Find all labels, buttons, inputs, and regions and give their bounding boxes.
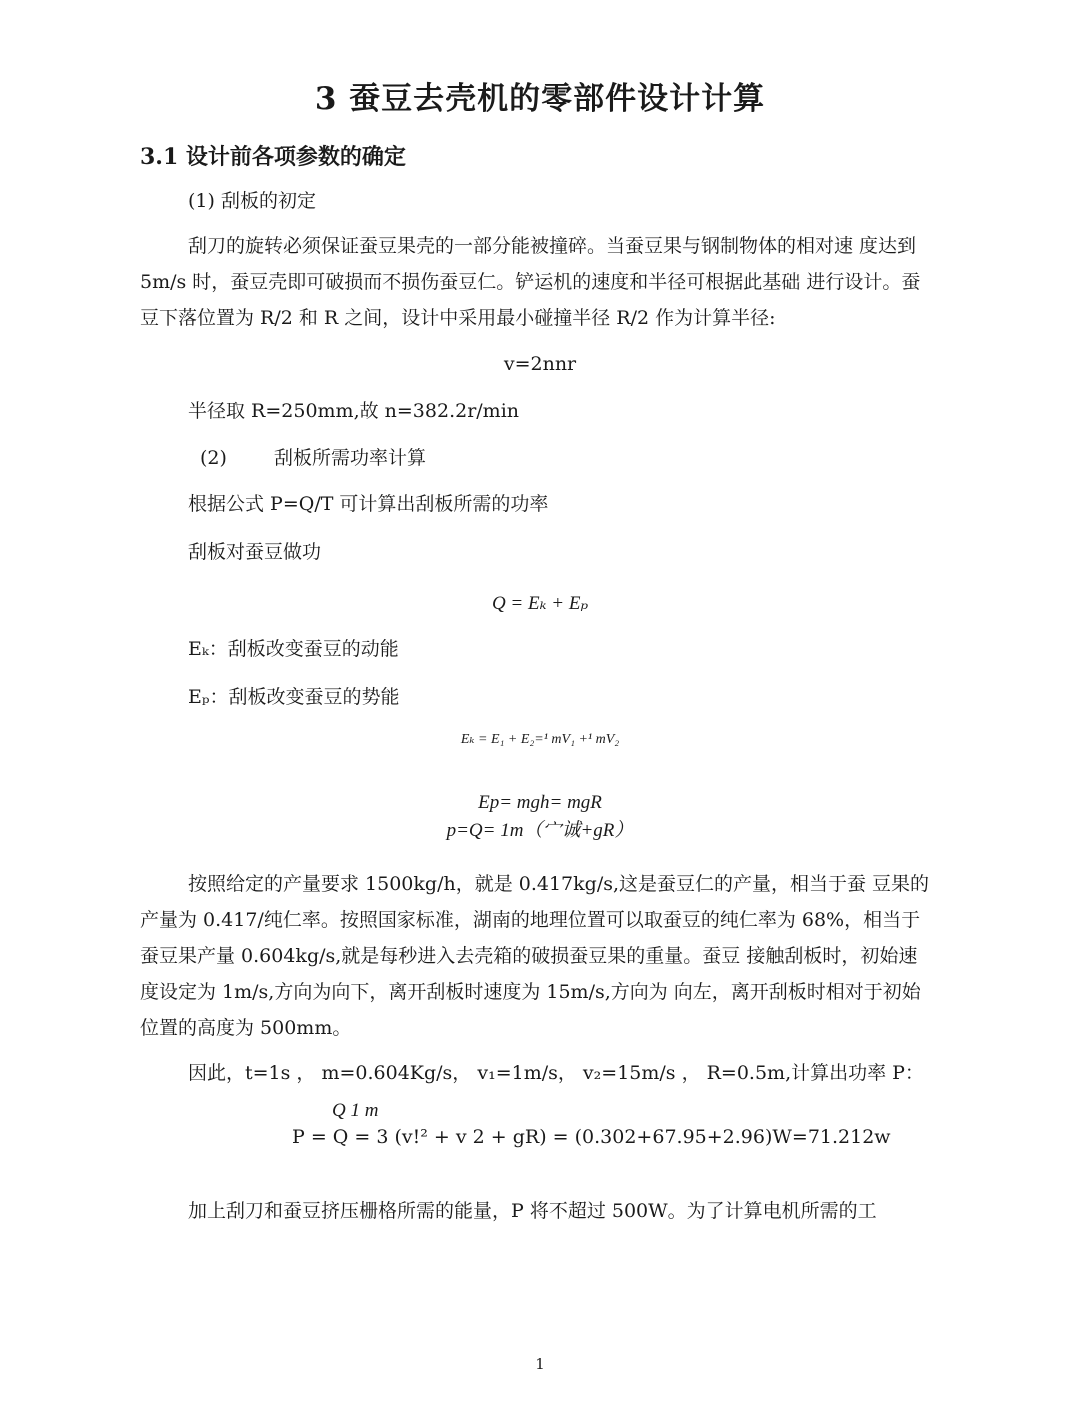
last-line: 加上刮刀和蚕豆挤压栅格所需的能量，P 将不超过 500W。为了计算电机所需的工 (188, 1200, 877, 1222)
paragraph-1 (140, 228, 1006, 336)
item-2-heading: 刮板所需功率计算 (274, 447, 427, 469)
equation-ep: Ep= mgh= mgR (478, 792, 602, 813)
equation-power: P = Q = 3 (v!² + v 2 + gR) = (0.302+67.95+2.96)W=71.212w (292, 1126, 891, 1148)
paragraph-2-line: 度设定为 1m/s,方向为向下，离开刮板时速度为 15m/s,方向为 向左，离开刮板时相对于初始 (140, 981, 921, 1003)
paragraph-1-line: 刮刀的旋转必须保证蚕豆果壳的一部分能被撞碎。当蚕豆果与钢制物体的相对速 度达到 (188, 235, 917, 257)
given-values-line: 因此，t=1s ， m=0.604Kg/s， v₁=1m/s， v₂=15m/s ， R=0.5m,计算出功率 P： (188, 1062, 924, 1084)
paragraph-2-line: 按照给定的产量要求 1500kg/h，就是 0.417kg/s,这是蚕豆仁的产量，相当于蚕 豆果的 (188, 873, 930, 895)
page-title: 3 蚕豆去壳机的零部件设计计算 (314, 81, 766, 117)
ep-definition: Eₚ：刮板改变蚕豆的势能 (188, 686, 400, 708)
radius-line: 半径取 R=250mm,故 n=382.2r/min (188, 400, 520, 422)
paragraph-2-line: 位置的高度为 500mm。 (140, 1017, 352, 1039)
equation-q: Q = Eₖ + Eₚ (491, 593, 589, 614)
paragraph-2-line: 蚕豆果产量 0.604kg/s,就是每秒进入去壳箱的破损蚕豆果的重量。蚕豆 接触刮板时，初始速 (140, 945, 918, 967)
paragraph-2-line: 产量为 0.417/纯仁率。按照国家标准，湖南的地理位置可以取蚕豆的纯仁率为 68%，相当于 (140, 909, 921, 931)
paragraph-1-line: 豆下落位置为 R/2 和 R 之间，设计中采用最小碰撞半径 R/2 作为计算半径: (140, 307, 776, 329)
paragraph-2 (140, 866, 1006, 1046)
equation-power-numerator: Q 1 m (332, 1100, 379, 1121)
page-number: 1 (535, 1355, 545, 1373)
section-heading: 3.1 设计前各项参数的确定 (140, 144, 406, 170)
formula-line: 根据公式 P=Q/T 可计算出刮板所需的功率 (188, 493, 549, 515)
equation-ek: Eₖ = E₁ + E₂=¹ mV₁ +¹ mV₂ (460, 732, 620, 747)
equation-velocity: v=2nnr (503, 353, 577, 375)
paragraph-1-line: 5m/s 时，蚕豆壳即可破损而不损伤蚕豆仁。铲运机的速度和半径可根据此基础 进行设计。蚕 (140, 271, 921, 293)
item-1-heading: (1) 刮板的初定 (188, 190, 316, 212)
ek-definition: Eₖ：刮板改变蚕豆的动能 (188, 638, 399, 660)
item-2-number: (2) (200, 447, 227, 469)
equation-p: p=Q= 1m（宀诚+gR） (446, 820, 634, 841)
work-line: 刮板对蚕豆做功 (188, 541, 322, 563)
